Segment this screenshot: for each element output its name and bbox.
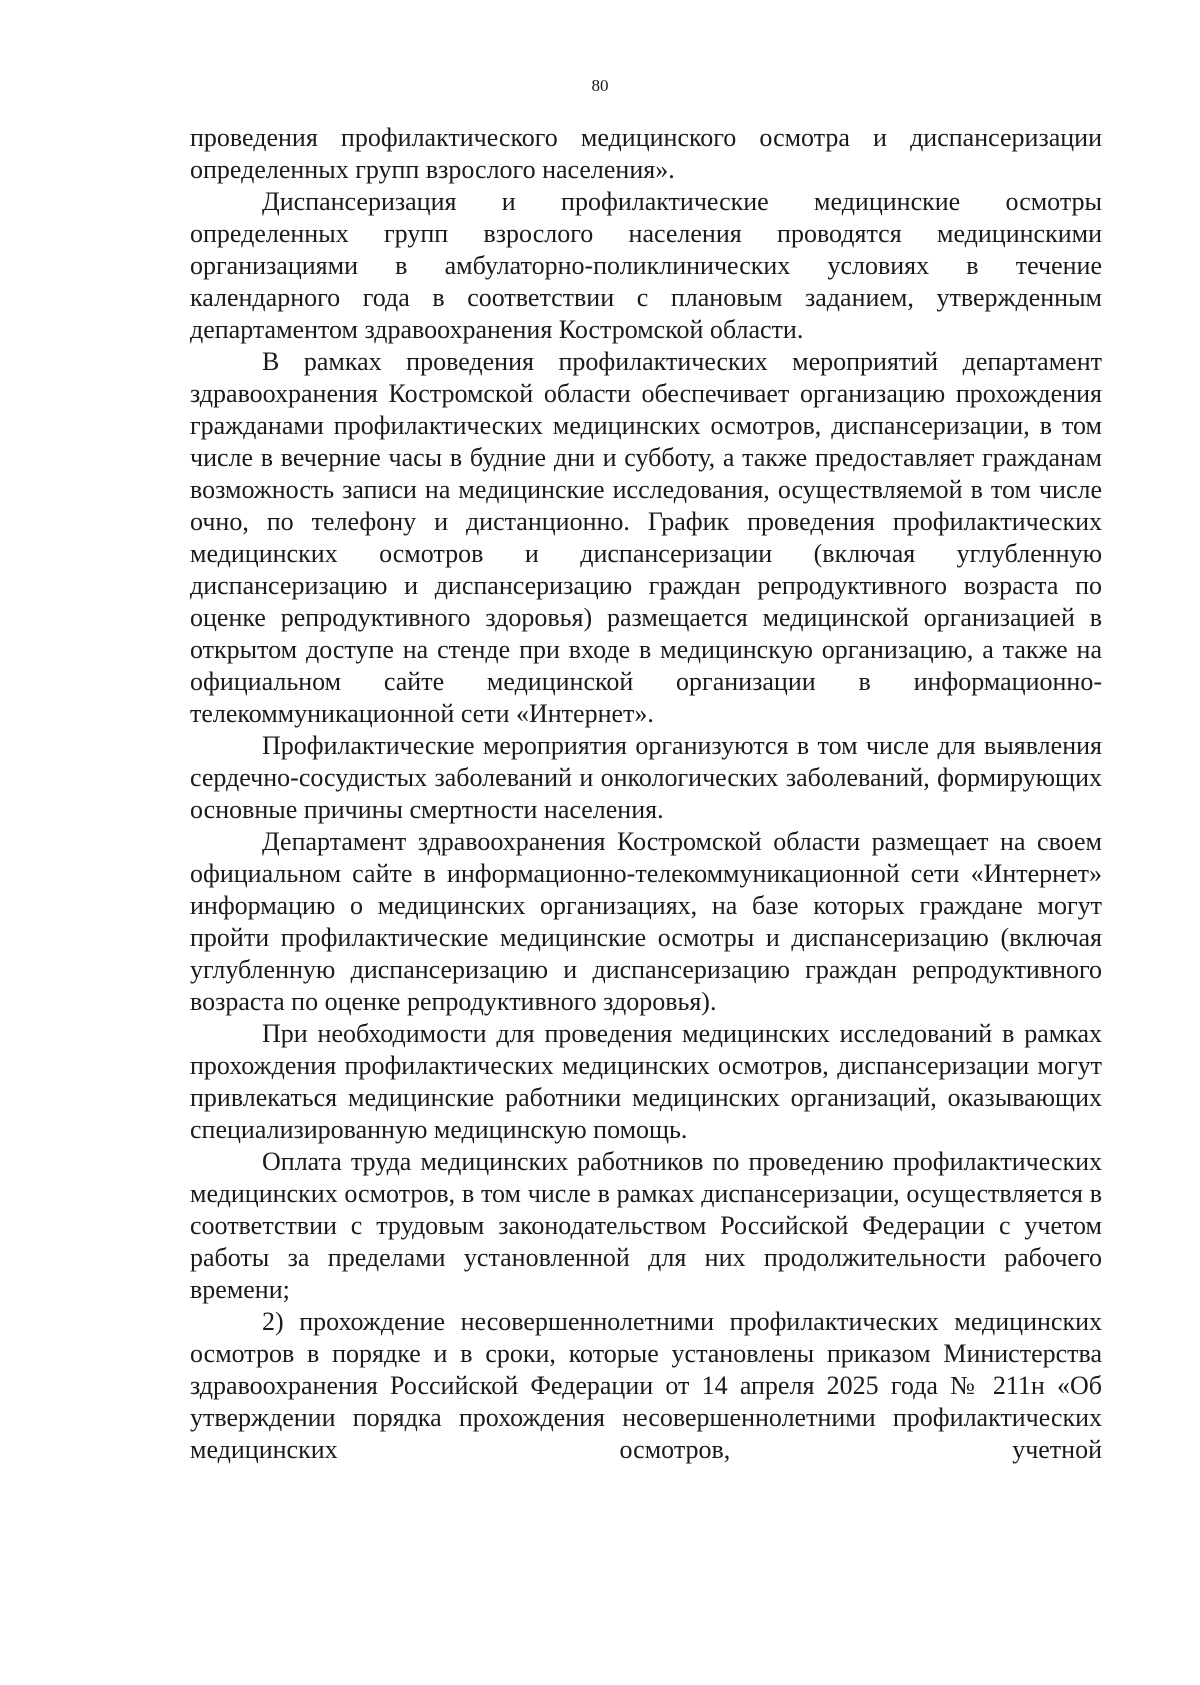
document-body (190, 122, 1102, 1466)
paragraph-dispensarization: Диспансеризация и профилактические медицинские осмотры определенных групп взрослого населения проводятся медицинскими организациями в амбулаторно-поликлинических условиях в течение календарного года в соответствии с плановым заданием, утвержденным департаментом здравоохранения Костромской области. (190, 187, 1102, 344)
page-number: 80 (591, 76, 609, 95)
paragraph-department-website: Департамент здравоохранения Костромской области размещает на своем официальном сайте в информационно-телекоммуникационной сети «Интернет» информацию о медицинских организациях, на базе которых граждане могут пройти профилактические медицинские осмотры и диспансеризацию (включая углубленную диспансеризацию и диспансеризацию граждан репродуктивного возраста по оценке репродуктивного здоровья). (190, 827, 1102, 1016)
paragraph-payment: Оплата труда медицинских работников по проведению профилактических медицинских осмотров, в том числе в рамках диспансеризации, осуществляется в соответствии с трудовым законодательством Российской Федерации с учетом работы за пределами установленной для них продолжительности рабочего времени; (190, 1147, 1102, 1304)
paragraph-minors-item-2: 2) прохождение несовершеннолетними профилактических медицинских осмотров в порядке и в сроки, которые установлены приказом Министерства здравоохранения Российской Федерации от 14 апреля 2025 года № 211н «Об утверждении порядка прохождения несовершеннолетними профилактических медицинских осмотров, учетной (190, 1307, 1102, 1464)
paragraph-continuation: проведения профилактического медицинского осмотра и диспансеризации определенных групп взрослого населения». (190, 123, 1102, 184)
paragraph-preventive-measures: В рамках проведения профилактических мероприятий департамент здравоохранения Костромской области обеспечивает организацию прохождения гражданами профилактических медицинских осмотров, диспансеризации, в том числе в вечерние часы в будние дни и субботу, а также предоставляет гражданам возможность записи на медицинские исследования, осуществляемой в том числе очно, по телефону и дистанционно. График проведения профилактических медицинских осмотров и диспансеризации (включая углубленную диспансеризацию и диспансеризацию граждан репродуктивного возраста по оценке репродуктивного здоровья) размещается медицинской организацией в открытом доступе на стенде при входе в медицинскую организацию, а также на официальном сайте медицинской организации в информационно-телекоммуникационной сети «Интернет». (190, 347, 1102, 728)
paragraph-cardiovascular: Профилактические мероприятия организуются в том числе для выявления сердечно-сосудистых заболеваний и онкологических заболеваний, формирующих основные причины смертности населения. (190, 731, 1102, 824)
paragraph-medical-staff: При необходимости для проведения медицинских исследований в рамках прохождения профилактических медицинских осмотров, диспансеризации могут привлекаться медицинские работники медицинских организаций, оказывающих специализированную медицинскую помощь. (190, 1019, 1102, 1144)
